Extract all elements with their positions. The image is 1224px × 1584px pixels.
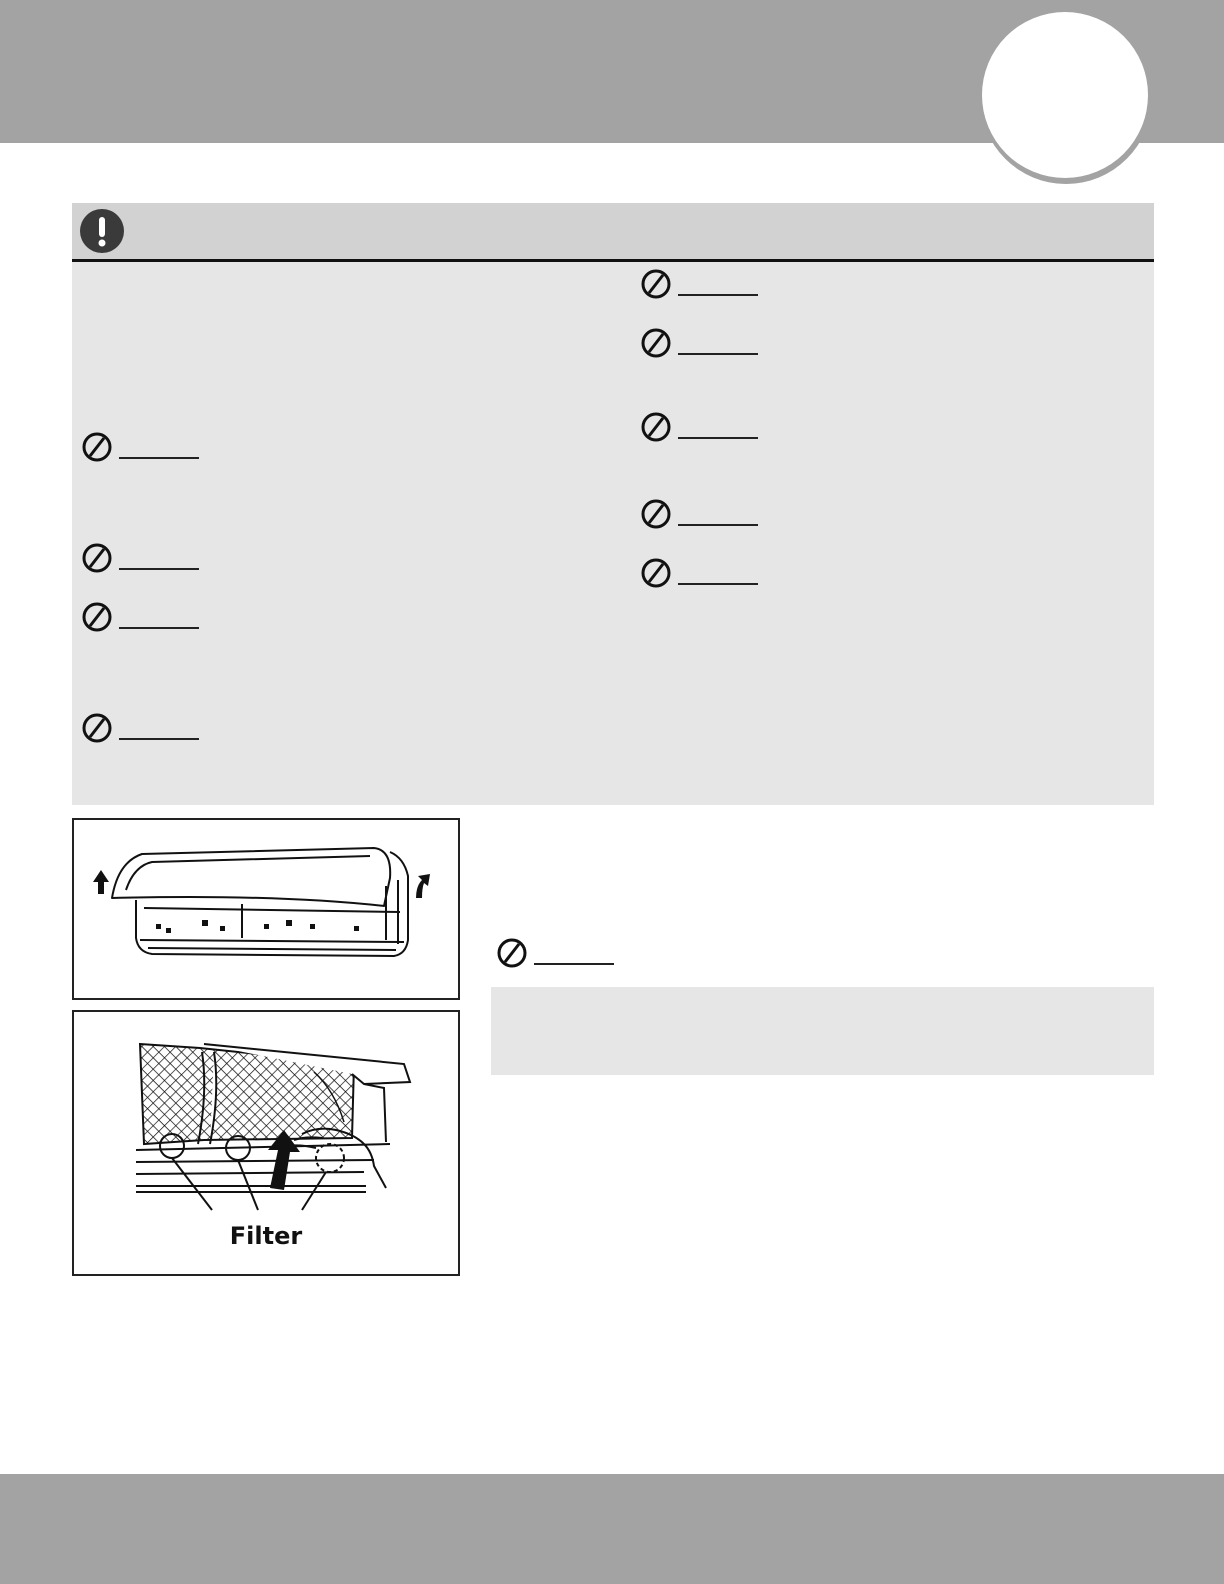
prohibition-item [640,327,760,361]
prohibition-item [640,557,760,591]
prohibition-icon [640,498,672,530]
prohibition-icon [81,431,113,463]
caution-header [72,203,1154,262]
prohibition-icon [81,712,113,744]
prohibition-item [640,268,760,302]
open-front-panel-illustration [74,820,458,998]
caution-panel [72,262,1154,805]
prohibition-item [81,542,201,576]
filter-label: Filter [229,1222,303,1250]
page-footer-bar [0,1474,1224,1584]
note-box [491,987,1154,1075]
prohibition-item [640,411,760,445]
prohibition-underline [678,294,758,296]
prohibition-item [81,712,201,746]
prohibition-item [81,431,201,465]
prohibition-underline [678,353,758,355]
figure-filter-removal [72,1010,460,1276]
prohibition-icon [640,268,672,300]
prohibition-underline [678,437,758,439]
prohibition-item [640,498,760,532]
prohibition-icon [640,411,672,443]
prohibition-underline [119,568,199,570]
prohibition-icon [81,601,113,633]
prohibition-underline [119,738,199,740]
prohibition-underline [119,457,199,459]
prohibition-icon [640,327,672,359]
exclamation-circle-icon [80,209,124,253]
prohibition-underline [678,524,758,526]
prohibition-underline [119,627,199,629]
prohibition-icon [81,542,113,574]
prohibition-item [496,937,616,971]
prohibition-icon [640,557,672,589]
prohibition-underline [678,583,758,585]
prohibition-icon [496,937,528,969]
page-number-badge [982,12,1148,178]
figure-open-front-panel [72,818,460,1000]
prohibition-underline [534,963,614,965]
prohibition-item [81,601,201,635]
